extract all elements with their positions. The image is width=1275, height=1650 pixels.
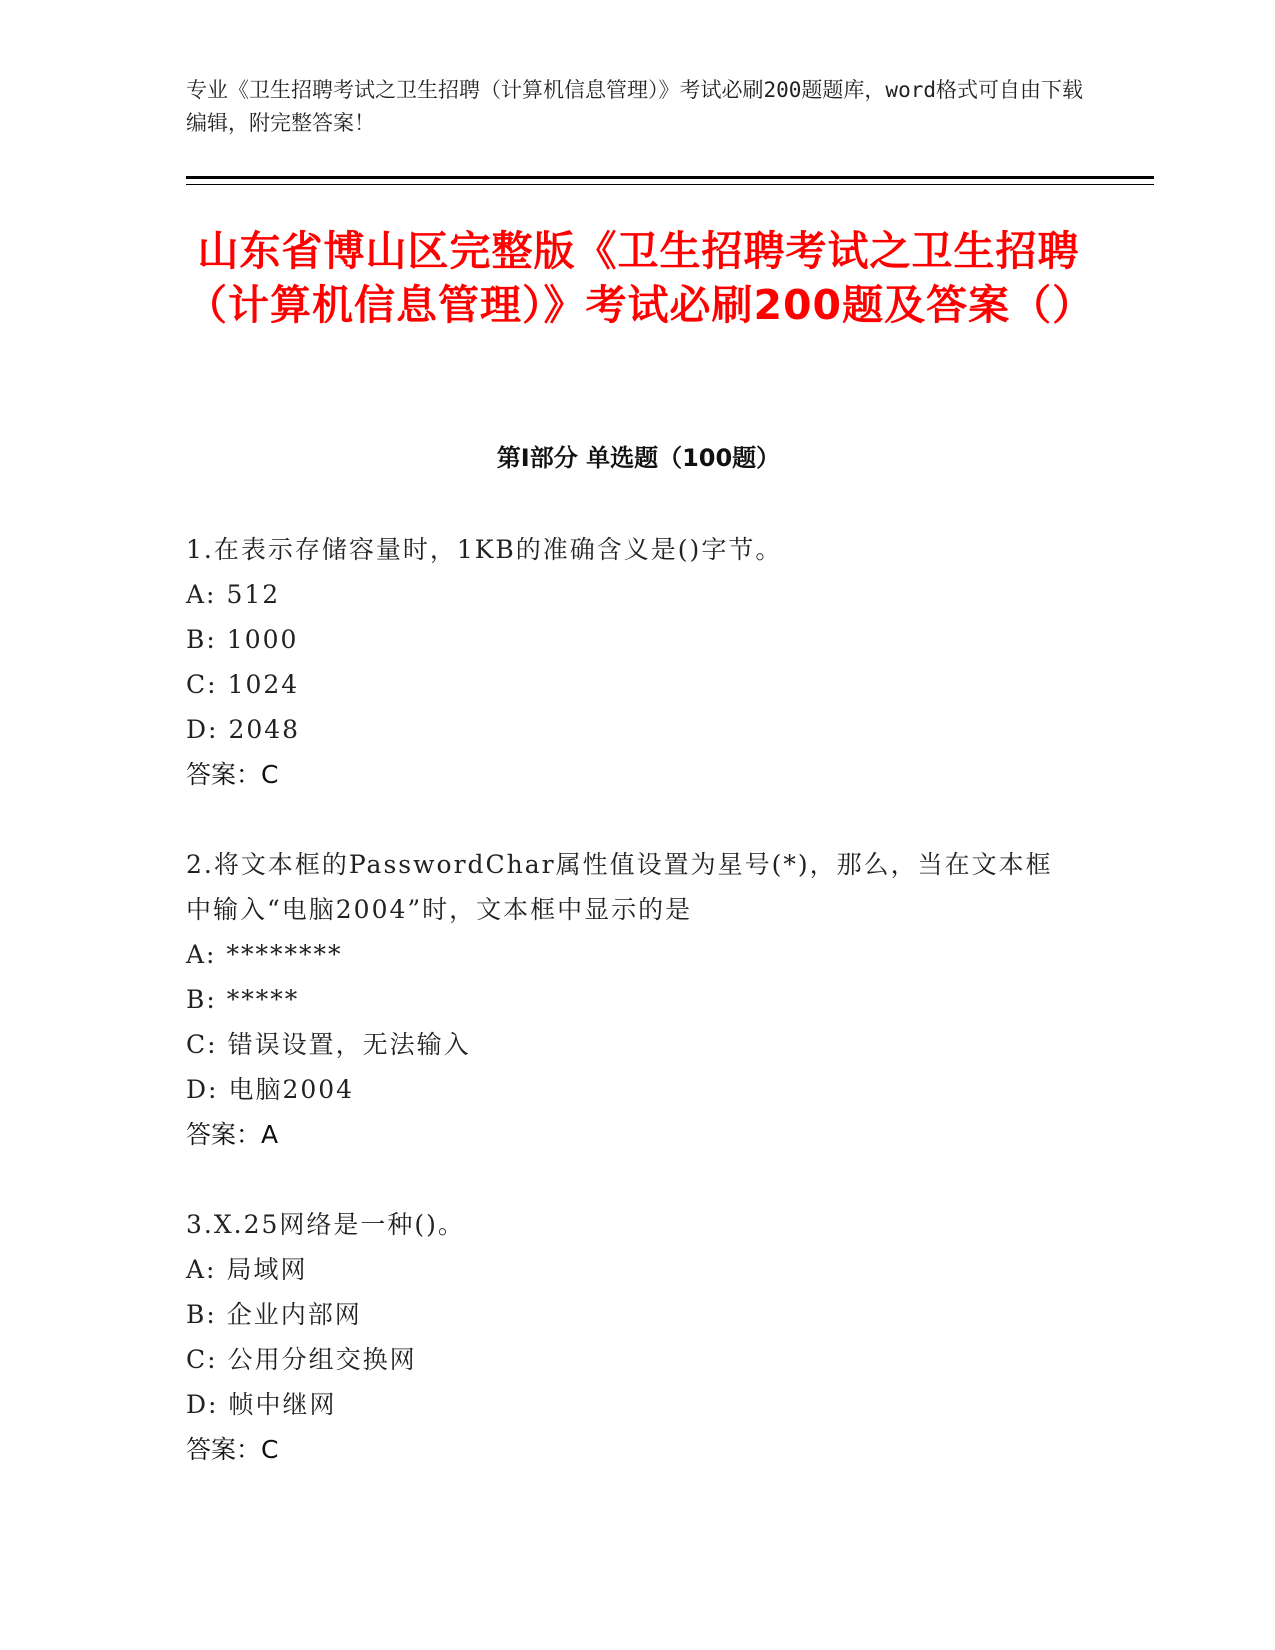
option-text: 局域网 [226, 1255, 308, 1284]
option-text: 电脑2004 [228, 1075, 355, 1104]
option-text: 错误设置，无法输入 [227, 1030, 471, 1059]
option-d [186, 1067, 1066, 1112]
option-c [186, 1337, 1066, 1382]
option-label: D: [186, 715, 219, 744]
option-c [186, 1022, 1066, 1067]
option-a [186, 572, 1066, 617]
option-label: D: [186, 1075, 219, 1104]
option-d [186, 1382, 1066, 1427]
answer-prefix: 答案： [186, 1435, 262, 1464]
answer-value: C [261, 1435, 279, 1464]
answer-prefix: 答案： [186, 760, 262, 789]
answer-line [186, 752, 1066, 797]
option-label: B: [186, 1300, 217, 1329]
option-b [186, 1292, 1066, 1337]
answer-value: C [261, 760, 279, 789]
option-text: ******** [226, 940, 343, 969]
question-text: 2.将文本框的PasswordChar属性值设置为星号(*)，那么，当在文本框中输入“电脑2004”时，文本框中显示的是 [186, 850, 1053, 924]
option-text: 企业内部网 [226, 1300, 362, 1329]
document-title: 山东省博山区完整版《卫生招聘考试之卫生招聘（计算机信息管理）》考试必刷200题及答案（） [186, 227, 1095, 329]
option-a [186, 932, 1066, 977]
option-label: C: [186, 1030, 218, 1059]
option-label: B: [186, 985, 217, 1014]
option-label: B: [186, 625, 217, 654]
header-note: 专业《卫生招聘考试之卫生招聘（计算机信息管理）》考试必刷200题题库，word格式可自由下载编辑，附完整答案！ [186, 78, 1083, 135]
question-list [186, 527, 1066, 1517]
option-b [186, 617, 1066, 662]
header-rule-thick [186, 176, 1154, 179]
answer-line [186, 1112, 1066, 1157]
question-text: 3.X.25网络是一种()。 [186, 1210, 465, 1239]
question-1 [186, 527, 1066, 797]
answer-prefix: 答案： [186, 1120, 262, 1149]
option-text: 1000 [226, 625, 299, 654]
answer-line [186, 1427, 1066, 1472]
option-text: 帧中继网 [228, 1390, 337, 1419]
option-label: C: [186, 670, 218, 699]
question-3 [186, 1202, 1066, 1472]
option-label: A: [186, 1255, 217, 1284]
option-text: 公用分组交换网 [227, 1345, 417, 1374]
question-2 [186, 842, 1066, 1157]
option-text: 1024 [227, 670, 300, 699]
header-rule-thin [186, 184, 1154, 185]
section-title: 第Ⅰ部分 单选题（100题） [496, 444, 781, 472]
question-text: 1.在表示存储容量时，1KB的准确含义是()字节。 [186, 535, 783, 564]
option-label: C: [186, 1345, 218, 1374]
option-label: A: [186, 940, 217, 969]
option-c [186, 662, 1066, 707]
option-label: D: [186, 1390, 219, 1419]
option-a [186, 1247, 1066, 1292]
option-text: ***** [226, 985, 300, 1014]
option-text: 512 [226, 580, 281, 609]
option-text: 2048 [228, 715, 301, 744]
option-label: A: [186, 580, 217, 609]
answer-value: A [261, 1120, 279, 1149]
option-d [186, 707, 1066, 752]
option-b [186, 977, 1066, 1022]
